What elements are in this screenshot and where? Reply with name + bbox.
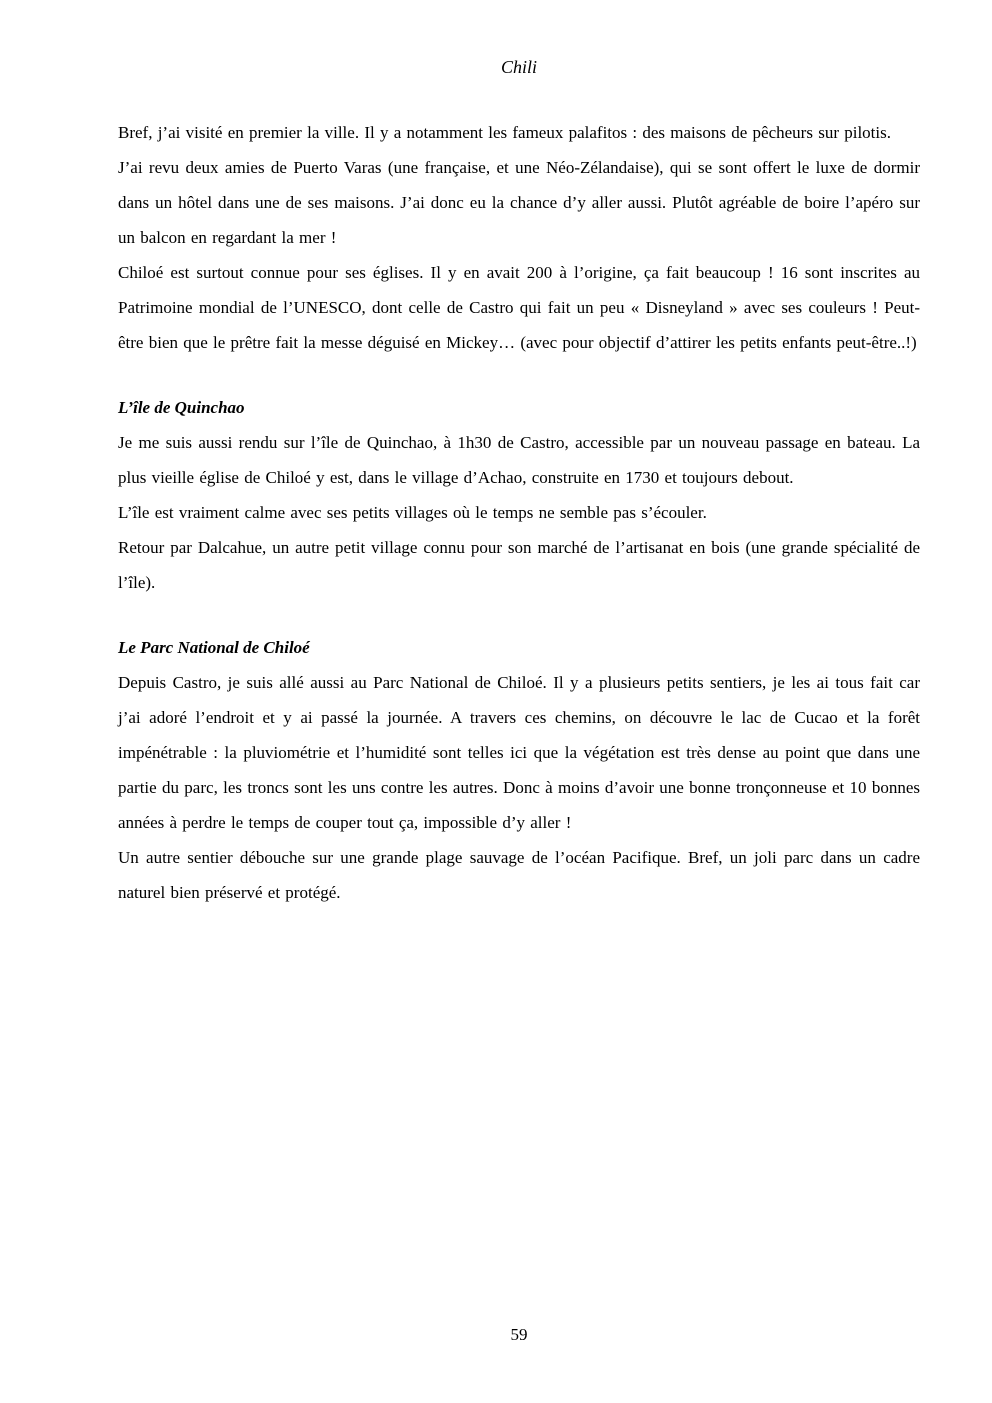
paragraph: Un autre sentier débouche sur une grande plage sauvage de l’océan Pacifique. Bref, un joli parc dans un cadre naturel bien préservé et protégé. (118, 848, 920, 902)
paragraph: J’ai revu deux amies de Puerto Varas (une française, et une Néo-Zélandaise), qui se sont offert le luxe de dormir dans un hôtel dans une de ses maisons. J’ai donc eu la chance d’y aller aussi. Plutôt agréable de boire l’apéro sur un balcon en regardant la mer ! (118, 158, 920, 247)
paragraph: Je me suis aussi rendu sur l’île de Quinchao, à 1h30 de Castro, accessible par un nouveau passage en bateau. La plus vieille église de Chiloé y est, dans le village d’Achao, construite en 1730 et toujours debout. (118, 433, 920, 487)
page-header-title: Chili (500, 57, 537, 77)
paragraph: Depuis Castro, je suis allé aussi au Parc National de Chiloé. Il y a plusieurs petits sentiers, je les ai tous fait car j’ai adoré l’endroit et y ai passé la journée. A travers ces chemins, on découvre le lac de Cucao et la forêt impénétrable : la pluviométrie et l’humidité sont telles ici que la végétation est très dense au point que dans une partie du parc, les troncs sont les uns contre les autres. Donc à moins d’avoir une bonne tronçonneuse et 10 bonnes années à perdre le temps de couper tout ça, impossible d’y aller ! (118, 673, 920, 832)
document-body (118, 115, 920, 910)
section-heading-quinchao: L’île de Quinchao (118, 398, 245, 417)
paragraph: Bref, j’ai visité en premier la ville. Il y a notamment les fameux palafitos : des maisons de pêcheurs sur pilotis. (118, 123, 891, 142)
paragraph: L’île est vraiment calme avec ses petits villages où le temps ne semble pas s’écouler. (118, 503, 707, 522)
paragraph: Retour par Dalcahue, un autre petit village connu pour son marché de l’artisanat en bois (une grande spécialité de l’île). (118, 538, 920, 592)
page-number: 59 (510, 1325, 528, 1344)
section-heading-parc-national: Le Parc National de Chiloé (118, 638, 310, 657)
paragraph: Chiloé est surtout connue pour ses églises. Il y en avait 200 à l’origine, ça fait beaucoup ! 16 sont inscrites au Patrimoine mondial de l’UNESCO, dont celle de Castro qui fait un peu « Disneyland » avec ses couleurs ! Peut-être bien que le prêtre fait la messe déguisé en Mickey… (avec pour objectif d’attirer les petits enfants peut-être..!) (118, 263, 920, 352)
